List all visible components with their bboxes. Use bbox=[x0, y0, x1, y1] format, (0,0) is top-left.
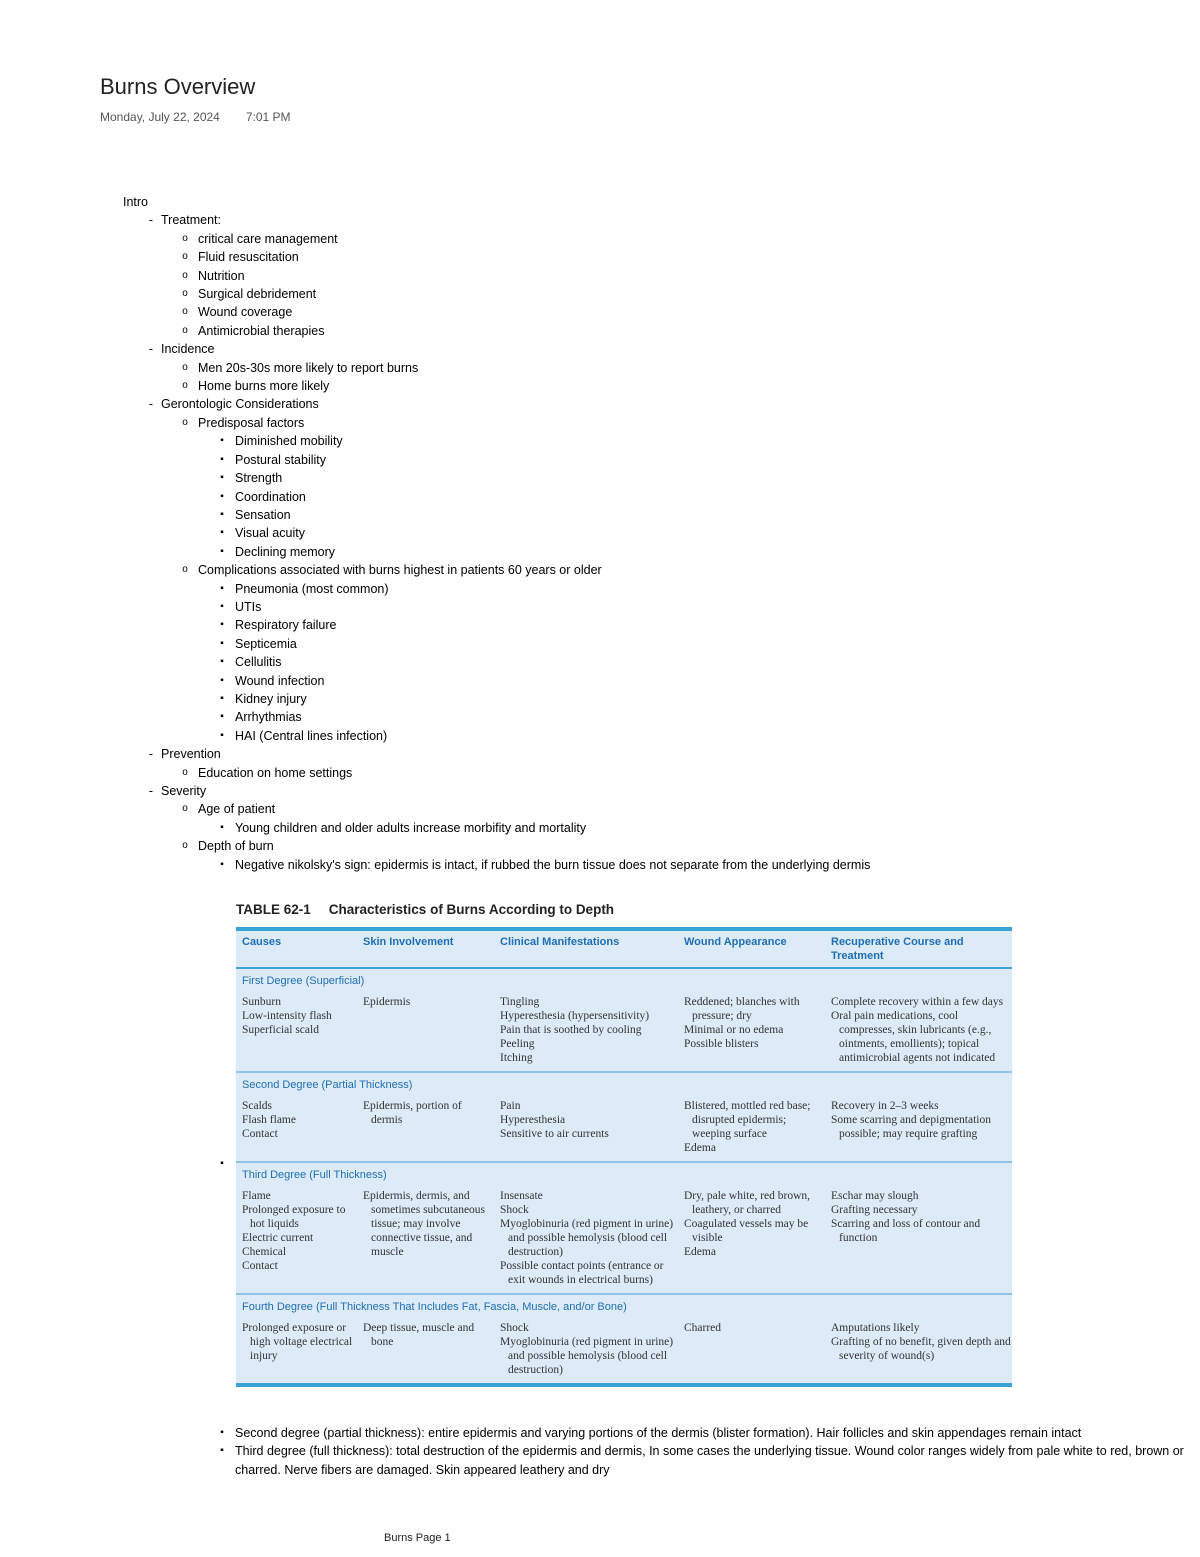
outline-item-text: UTIs bbox=[235, 599, 262, 614]
outline-item bbox=[123, 690, 870, 708]
bullet-marker: ▪ bbox=[220, 619, 224, 631]
table-cell-line: Myoglobinuria (red pigment in urine) and possible hemolysis (blood cell destruction) bbox=[500, 1218, 674, 1258]
outline-item-text: HAI (Central lines infection) bbox=[235, 728, 388, 743]
bullet-marker: o bbox=[182, 416, 188, 428]
table-cell-line: Shock bbox=[500, 1322, 529, 1334]
outline-item bbox=[123, 561, 870, 579]
bullet-marker: - bbox=[148, 784, 154, 798]
table-cell bbox=[825, 995, 1012, 1065]
table-cell-line: Tingling bbox=[500, 996, 540, 1008]
outline-item bbox=[123, 340, 870, 358]
table-cell-line: Hyperesthesia (hypersensitivity) bbox=[500, 1010, 650, 1022]
outline-item-text: Visual acuity bbox=[235, 526, 305, 541]
table-column-header: Recuperative Course and Treatment bbox=[831, 936, 964, 962]
bullet-marker: ▪ bbox=[220, 637, 224, 649]
table-cell-line: Myoglobinuria (red pigment in urine) and possible hemolysis (blood cell destruction) bbox=[500, 1336, 674, 1376]
outline-item bbox=[123, 580, 870, 598]
outline-item-text: Coordination bbox=[235, 489, 306, 504]
table-cell-line: Complete recovery within a few days bbox=[831, 996, 1004, 1008]
bullet-marker: ▪ bbox=[220, 674, 224, 686]
outline-item bbox=[123, 543, 870, 561]
table-section-title: Third Degree (Full Thickness) bbox=[242, 1169, 387, 1181]
bullet-marker: o bbox=[182, 361, 188, 373]
table-header-row bbox=[236, 931, 1012, 969]
table-row bbox=[236, 995, 1012, 1065]
outline-item bbox=[123, 1424, 1195, 1442]
outline-item bbox=[123, 451, 870, 469]
outline-item-text: Predisposal factors bbox=[198, 415, 305, 430]
table-row bbox=[236, 1321, 1012, 1377]
table-cell bbox=[357, 995, 494, 1065]
table-cell-line: Low-intensity flash bbox=[242, 1010, 332, 1022]
outline-item-text: Home burns more likely bbox=[198, 379, 330, 394]
table-cell bbox=[494, 1099, 678, 1155]
outline-item-text: Gerontologic Considerations bbox=[161, 397, 319, 412]
outline-item-text: Cellulitis bbox=[235, 655, 282, 670]
table-column-header: Wound Appearance bbox=[684, 936, 787, 948]
outline-item bbox=[123, 819, 870, 837]
table-cell bbox=[236, 1099, 357, 1155]
bullet-marker: o bbox=[182, 306, 188, 318]
outline-item bbox=[123, 856, 870, 874]
page-timestamp bbox=[100, 110, 291, 124]
table-cell bbox=[678, 995, 825, 1065]
bullet-marker: o bbox=[182, 803, 188, 815]
bullet-marker: ▪ bbox=[220, 711, 224, 723]
table-cell-line: Grafting necessary bbox=[831, 1204, 918, 1216]
outline-item-text: Arrhythmias bbox=[235, 710, 302, 725]
table-cell-line: Recovery in 2–3 weeks bbox=[831, 1100, 939, 1112]
table-cell-line: Prolonged exposure or high voltage electrical injury bbox=[242, 1322, 353, 1362]
outline-item bbox=[123, 193, 870, 211]
table-cell bbox=[357, 1189, 494, 1287]
outline-item-text: Second degree (partial thickness): entire epidermis and varying portions of the dermis (blister formation). Hair follicles and skin appendages remain intact bbox=[235, 1426, 1082, 1440]
outline-item-text: Surgical debridement bbox=[198, 287, 317, 302]
bullet-marker: o bbox=[182, 766, 188, 778]
outline-item bbox=[123, 488, 870, 506]
table-cell-line: Contact bbox=[242, 1260, 278, 1272]
outline-item-text: Pneumonia (most common) bbox=[235, 581, 389, 596]
table-cell-line: Shock bbox=[500, 1204, 529, 1216]
bullet-marker: ▪ bbox=[220, 545, 224, 557]
table-cell-line: Sensitive to air currents bbox=[500, 1128, 609, 1140]
outline-item-text: Complications associated with burns highest in patients 60 years or older bbox=[198, 563, 602, 578]
table-cell-line: Edema bbox=[684, 1142, 716, 1154]
outline-item-text: Nutrition bbox=[198, 268, 245, 283]
table-cell-line: Pain bbox=[500, 1100, 521, 1112]
notes-after-table bbox=[123, 1424, 1195, 1479]
table-cell bbox=[357, 1099, 494, 1155]
outline-item-text: Treatment: bbox=[161, 213, 221, 228]
outline-item bbox=[123, 598, 870, 616]
bullet-marker: ▪ bbox=[220, 1158, 224, 1169]
table-cell bbox=[494, 1189, 678, 1287]
outline-item bbox=[123, 524, 870, 542]
bullet-marker: o bbox=[182, 564, 188, 576]
table-cell bbox=[494, 995, 678, 1065]
outline-item-text: Age of patient bbox=[198, 802, 276, 817]
outline-item-text: Strength bbox=[235, 471, 283, 486]
bullet-marker: o bbox=[182, 232, 188, 244]
page-title: Burns Overview bbox=[100, 74, 256, 99]
table-row bbox=[236, 1189, 1012, 1287]
page-footer: Burns Page 1 bbox=[384, 1532, 451, 1544]
bullet-marker: ▪ bbox=[220, 600, 224, 612]
bullet-marker: ▪ bbox=[220, 821, 224, 833]
outline-item-text: Incidence bbox=[161, 342, 215, 357]
table-cell bbox=[357, 1321, 494, 1377]
table-cell-line: Possible blisters bbox=[684, 1038, 759, 1050]
table-section-title: First Degree (Superficial) bbox=[242, 975, 365, 987]
bullet-marker: ▪ bbox=[220, 858, 224, 870]
table-cell-line: Eschar may slough bbox=[831, 1190, 919, 1202]
outline-item bbox=[123, 285, 870, 303]
burn-depth-table bbox=[236, 902, 1012, 1387]
outline-item bbox=[123, 322, 870, 340]
table-cell-line: Blistered, mottled red base; disrupted epidermis; weeping surface bbox=[684, 1100, 811, 1140]
table-section bbox=[236, 1073, 1012, 1163]
outline-item-text: Postural stability bbox=[235, 452, 327, 467]
outline-item-text: Men 20s-30s more likely to report burns bbox=[198, 360, 419, 375]
table-column-header: Causes bbox=[242, 936, 282, 948]
outline-item-text: Intro bbox=[123, 195, 149, 209]
page-date: Monday, July 22, 2024 bbox=[100, 110, 220, 124]
bullet-marker: ▪ bbox=[220, 453, 224, 465]
outline-item-text: Young children and older adults increase morbifity and mortality bbox=[235, 820, 587, 835]
table-cell-line: Oral pain medications, cool compresses, skin lubricants (e.g., ointments, emollients); topical antimicrobial agents not indicated bbox=[831, 1010, 996, 1064]
table-cell-line: Reddened; blanches with pressure; dry bbox=[684, 996, 800, 1022]
table-caption bbox=[236, 902, 1012, 917]
outline-item bbox=[123, 211, 870, 229]
bullet-marker: - bbox=[148, 397, 154, 412]
outline-item-text: Severity bbox=[161, 784, 207, 798]
table-cell-line: Insensate bbox=[500, 1190, 543, 1202]
outline-item bbox=[123, 745, 870, 763]
table-cell bbox=[236, 1321, 357, 1377]
table-cell-line: Flash flame bbox=[242, 1114, 296, 1126]
table-cell bbox=[678, 1321, 825, 1377]
table-cell-line: Scalds bbox=[242, 1100, 273, 1112]
table-cell-line: Coagulated vessels may be visible bbox=[684, 1218, 809, 1244]
outline-item bbox=[123, 359, 870, 377]
outline-item bbox=[123, 414, 870, 432]
outline-item-text: Wound coverage bbox=[198, 305, 293, 320]
table-section-title: Second Degree (Partial Thickness) bbox=[242, 1079, 413, 1091]
outline-item bbox=[123, 230, 870, 248]
table-cell bbox=[494, 1321, 678, 1377]
bullet-marker: ▪ bbox=[220, 1445, 224, 1457]
bullet-marker: ▪ bbox=[220, 656, 224, 668]
table-cell-line: Prolonged exposure to hot liquids bbox=[242, 1204, 346, 1230]
table-section bbox=[236, 969, 1012, 1073]
table-row bbox=[236, 1099, 1012, 1155]
table-cell bbox=[825, 1189, 1012, 1287]
outline-item bbox=[123, 727, 870, 745]
outline-item bbox=[123, 837, 870, 855]
bullet-marker: ▪ bbox=[220, 692, 224, 704]
outline-item-text: Kidney injury bbox=[235, 691, 307, 706]
outline-item bbox=[123, 377, 870, 395]
table-cell-line: Epidermis, portion of dermis bbox=[363, 1100, 462, 1126]
table-cell bbox=[825, 1099, 1012, 1155]
bullet-marker: o bbox=[182, 288, 188, 300]
bullet-marker: ▪ bbox=[220, 1427, 224, 1438]
table-cell-line: Possible contact points (entrance or exit wounds in electrical burns) bbox=[500, 1260, 664, 1286]
bullet-marker: - bbox=[148, 747, 154, 762]
outline-item bbox=[123, 248, 870, 266]
table-cell-line: Minimal or no edema bbox=[684, 1024, 784, 1036]
table-cell-line: Superficial scald bbox=[242, 1024, 319, 1036]
table-cell-line: Grafting of no benefit, given depth and severity of wound(s) bbox=[831, 1336, 1011, 1362]
table-section-title: Fourth Degree (Full Thickness That Includes Fat, Fascia, Muscle, and/or Bone) bbox=[242, 1301, 627, 1313]
table-cell-line: Dry, pale white, red brown, leathery, or charred bbox=[684, 1190, 811, 1216]
bullet-marker: ▪ bbox=[220, 490, 224, 502]
table-cell-line: Chemical bbox=[242, 1246, 287, 1258]
table-cell bbox=[236, 995, 357, 1065]
table-column-header: Skin Involvement bbox=[363, 936, 454, 948]
table-cell bbox=[236, 1189, 357, 1287]
table-cell-line: Epidermis bbox=[363, 996, 411, 1008]
bullet-marker: o bbox=[182, 380, 188, 392]
table-cell-line: Some scarring and depigmentation possible; may require grafting bbox=[831, 1114, 992, 1140]
table-cell-line: Contact bbox=[242, 1128, 278, 1140]
table-cell bbox=[678, 1189, 825, 1287]
outline-item-text: Septicemia bbox=[235, 636, 297, 651]
outline-item bbox=[123, 1442, 1195, 1479]
outline-item bbox=[123, 432, 870, 450]
table-number: TABLE 62-1 bbox=[236, 902, 311, 917]
outline-item-text: Third degree (full thickness): total destruction of the epidermis and dermis, In some cases the underlying tissue. Wound color ranges widely from pale white to red, brown or charred. Nerve fibers are damaged. Skin appeared leathery and dry bbox=[235, 1444, 1184, 1477]
table-cell-line: Epidermis, dermis, and sometimes subcutaneous tissue; may involve connective tissue, and muscle bbox=[363, 1190, 486, 1258]
outline-item bbox=[123, 616, 870, 634]
table-section bbox=[236, 1163, 1012, 1295]
bullet-marker: o bbox=[182, 251, 188, 263]
outline-item-text: Prevention bbox=[161, 747, 221, 762]
outline-item bbox=[123, 267, 870, 285]
table-cell-line: Pain that is soothed by cooling bbox=[500, 1024, 642, 1036]
table-body bbox=[236, 927, 1012, 1387]
table-title: Characteristics of Burns According to Depth bbox=[328, 902, 615, 917]
table-cell-line: Itching bbox=[500, 1052, 533, 1064]
table-column-header: Clinical Manifestations bbox=[500, 936, 620, 948]
outline-item-text: Antimicrobial therapies bbox=[198, 323, 325, 338]
bullet-marker: ▪ bbox=[220, 582, 224, 594]
outline-item-text: Negative nikolsky's sign: epidermis is intact, if rubbed the burn tissue does not separate from the underlying dermis bbox=[235, 857, 871, 872]
table-cell-line: Peeling bbox=[500, 1038, 535, 1050]
outline-item-text: Depth of burn bbox=[198, 839, 274, 854]
table-cell-line: Electric current bbox=[242, 1232, 314, 1244]
outline-item bbox=[123, 303, 870, 321]
outline-item-text: Sensation bbox=[235, 507, 291, 522]
outline-item bbox=[123, 708, 870, 726]
outline-item-text: Fluid resuscitation bbox=[198, 250, 299, 265]
bullet-marker: o bbox=[182, 324, 188, 336]
table-cell-line: Sunburn bbox=[242, 996, 281, 1008]
table-cell-line: Edema bbox=[684, 1246, 716, 1258]
table-cell-line: Hyperesthesia bbox=[500, 1114, 566, 1126]
table-cell-line: Amputations likely bbox=[831, 1322, 920, 1334]
table-cell bbox=[825, 1321, 1012, 1377]
table-cell-line: Deep tissue, muscle and bone bbox=[363, 1322, 475, 1348]
outline-item bbox=[123, 635, 870, 653]
outline-item-text: Diminished mobility bbox=[235, 434, 343, 449]
outline-item-text: Declining memory bbox=[235, 544, 336, 559]
table-section bbox=[236, 1295, 1012, 1383]
outline-item bbox=[123, 764, 870, 782]
outline-item bbox=[123, 800, 870, 818]
outline-item-text: Respiratory failure bbox=[235, 618, 337, 633]
bullet-marker: - bbox=[148, 342, 154, 357]
table-cell-line: Scarring and loss of contour and function bbox=[831, 1218, 981, 1244]
outline-item bbox=[123, 672, 870, 690]
outline-item-text: Education on home settings bbox=[198, 765, 353, 780]
table-cell bbox=[678, 1099, 825, 1155]
outline-item bbox=[123, 395, 870, 413]
bullet-marker: ▪ bbox=[220, 508, 224, 520]
bullet-marker: - bbox=[148, 213, 154, 228]
outline-item bbox=[123, 653, 870, 671]
outline-item-text: Wound infection bbox=[235, 673, 325, 688]
outline-item bbox=[123, 506, 870, 524]
bullet-marker: ▪ bbox=[220, 435, 224, 447]
bullet-marker: ▪ bbox=[220, 472, 224, 484]
table-cell-line: Charred bbox=[684, 1322, 722, 1334]
outline-item bbox=[123, 469, 870, 487]
bullet-marker: ▪ bbox=[220, 729, 224, 741]
page-time: 7:01 PM bbox=[245, 110, 291, 124]
bullet-marker: o bbox=[182, 269, 188, 281]
bullet-marker: ▪ bbox=[220, 527, 224, 539]
table-cell-line: Flame bbox=[242, 1190, 271, 1202]
outline-item-text: critical care management bbox=[198, 231, 338, 246]
bullet-marker: o bbox=[182, 840, 188, 852]
outline-item bbox=[123, 782, 870, 800]
